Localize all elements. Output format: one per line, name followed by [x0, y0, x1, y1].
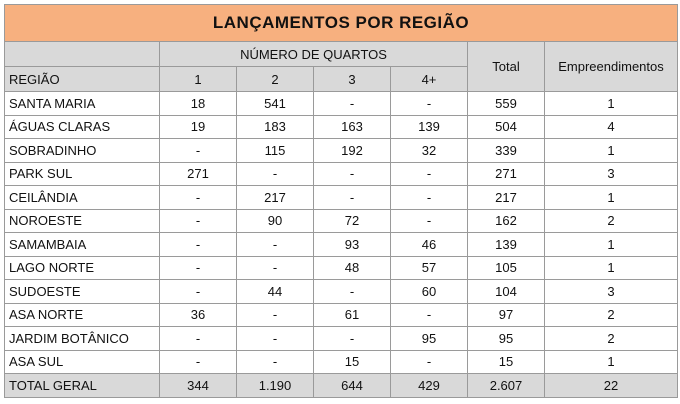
rooms-2-cell: 541 — [237, 92, 314, 116]
rooms-3-cell: - — [314, 92, 391, 116]
rooms-group-header: NÚMERO DE QUARTOS — [160, 42, 468, 67]
rooms-1-cell: - — [160, 233, 237, 257]
grand-total-label: TOTAL GERAL — [5, 374, 160, 398]
rooms-4plus-cell: 139 — [391, 115, 468, 139]
rooms-1-cell: - — [160, 186, 237, 210]
rooms-3-header: 3 — [314, 67, 391, 92]
table-row — [5, 256, 678, 280]
table-row — [5, 327, 678, 351]
table-row — [5, 162, 678, 186]
rooms-1-cell: - — [160, 139, 237, 163]
launches-by-region-table — [4, 4, 678, 398]
rooms-3-cell: - — [314, 186, 391, 210]
projects-cell: 1 — [545, 92, 678, 116]
rooms-1-cell: - — [160, 280, 237, 304]
rooms-2-cell: 115 — [237, 139, 314, 163]
projects-cell: 1 — [545, 350, 678, 374]
total-cell: 559 — [468, 92, 545, 116]
total-cell: 97 — [468, 303, 545, 327]
rooms-3-cell: 163 — [314, 115, 391, 139]
table-title: LANÇAMENTOS POR REGIÃO — [5, 5, 678, 42]
rooms-4plus-cell: 60 — [391, 280, 468, 304]
rooms-3-cell: 15 — [314, 350, 391, 374]
projects-cell: 1 — [545, 233, 678, 257]
total-cell: 95 — [468, 327, 545, 351]
rooms-4plus-cell: - — [391, 209, 468, 233]
rooms-2-cell: 183 — [237, 115, 314, 139]
total-cell: 104 — [468, 280, 545, 304]
grand-total-rooms-2: 1.190 — [237, 374, 314, 398]
rooms-4plus-cell: 57 — [391, 256, 468, 280]
grand-total-rooms-1: 344 — [160, 374, 237, 398]
projects-cell: 3 — [545, 162, 678, 186]
total-cell: 105 — [468, 256, 545, 280]
rooms-1-cell: - — [160, 209, 237, 233]
rooms-1-header: 1 — [160, 67, 237, 92]
region-cell: CEILÂNDIA — [5, 186, 160, 210]
rooms-2-cell: - — [237, 303, 314, 327]
region-cell: PARK SUL — [5, 162, 160, 186]
rooms-4plus-cell: - — [391, 186, 468, 210]
rooms-4plus-cell: - — [391, 350, 468, 374]
rooms-1-cell: 19 — [160, 115, 237, 139]
total-cell: 339 — [468, 139, 545, 163]
region-cell: SUDOESTE — [5, 280, 160, 304]
grand-total-rooms-3: 644 — [314, 374, 391, 398]
launches-table-container — [4, 4, 677, 398]
table-row — [5, 303, 678, 327]
grand-total-rooms-4plus: 429 — [391, 374, 468, 398]
rooms-2-cell: - — [237, 327, 314, 351]
projects-cell: 1 — [545, 186, 678, 210]
table-row — [5, 280, 678, 304]
rooms-3-cell: - — [314, 280, 391, 304]
rooms-3-cell: 48 — [314, 256, 391, 280]
rooms-1-cell: 36 — [160, 303, 237, 327]
projects-cell: 3 — [545, 280, 678, 304]
rooms-2-cell: - — [237, 350, 314, 374]
rooms-3-cell: 93 — [314, 233, 391, 257]
region-header-spacer — [5, 42, 160, 67]
projects-cell: 1 — [545, 256, 678, 280]
rooms-1-cell: 18 — [160, 92, 237, 116]
grand-total-total: 2.607 — [468, 374, 545, 398]
region-cell: SOBRADINHO — [5, 139, 160, 163]
projects-cell: 2 — [545, 209, 678, 233]
table-row — [5, 115, 678, 139]
rooms-2-cell: - — [237, 256, 314, 280]
rooms-2-cell: 217 — [237, 186, 314, 210]
region-cell: JARDIM BOTÂNICO — [5, 327, 160, 351]
total-header: Total — [468, 42, 545, 92]
region-cell: NOROESTE — [5, 209, 160, 233]
region-cell: SANTA MARIA — [5, 92, 160, 116]
projects-header: Empreendimentos — [545, 42, 678, 92]
table-row — [5, 139, 678, 163]
total-cell: 162 — [468, 209, 545, 233]
rooms-2-cell: 90 — [237, 209, 314, 233]
rooms-3-cell: 192 — [314, 139, 391, 163]
rooms-3-cell: - — [314, 162, 391, 186]
rooms-2-cell: 44 — [237, 280, 314, 304]
total-cell: 271 — [468, 162, 545, 186]
projects-cell: 2 — [545, 327, 678, 351]
rooms-4plus-cell: 95 — [391, 327, 468, 351]
table-row — [5, 186, 678, 210]
projects-cell: 4 — [545, 115, 678, 139]
total-cell: 217 — [468, 186, 545, 210]
total-cell: 15 — [468, 350, 545, 374]
region-cell: ÁGUAS CLARAS — [5, 115, 160, 139]
region-cell: LAGO NORTE — [5, 256, 160, 280]
rooms-3-cell: 72 — [314, 209, 391, 233]
rooms-4plus-header: 4+ — [391, 67, 468, 92]
rooms-1-cell: 271 — [160, 162, 237, 186]
rooms-4plus-cell: - — [391, 303, 468, 327]
projects-cell: 1 — [545, 139, 678, 163]
rooms-2-cell: - — [237, 233, 314, 257]
total-cell: 139 — [468, 233, 545, 257]
rooms-4plus-cell: 32 — [391, 139, 468, 163]
rooms-2-header: 2 — [237, 67, 314, 92]
grand-total-row — [5, 374, 678, 398]
region-cell: ASA NORTE — [5, 303, 160, 327]
rooms-2-cell: - — [237, 162, 314, 186]
region-header: REGIÃO — [5, 67, 160, 92]
rooms-4plus-cell: 46 — [391, 233, 468, 257]
rooms-1-cell: - — [160, 256, 237, 280]
grand-total-projects: 22 — [545, 374, 678, 398]
rooms-3-cell: 61 — [314, 303, 391, 327]
table-row — [5, 350, 678, 374]
table-row — [5, 233, 678, 257]
rooms-1-cell: - — [160, 350, 237, 374]
total-cell: 504 — [468, 115, 545, 139]
rooms-3-cell: - — [314, 327, 391, 351]
region-cell: SAMAMBAIA — [5, 233, 160, 257]
table-row — [5, 209, 678, 233]
table-row — [5, 92, 678, 116]
region-cell: ASA SUL — [5, 350, 160, 374]
rooms-1-cell: - — [160, 327, 237, 351]
rooms-4plus-cell: - — [391, 92, 468, 116]
projects-cell: 2 — [545, 303, 678, 327]
rooms-4plus-cell: - — [391, 162, 468, 186]
